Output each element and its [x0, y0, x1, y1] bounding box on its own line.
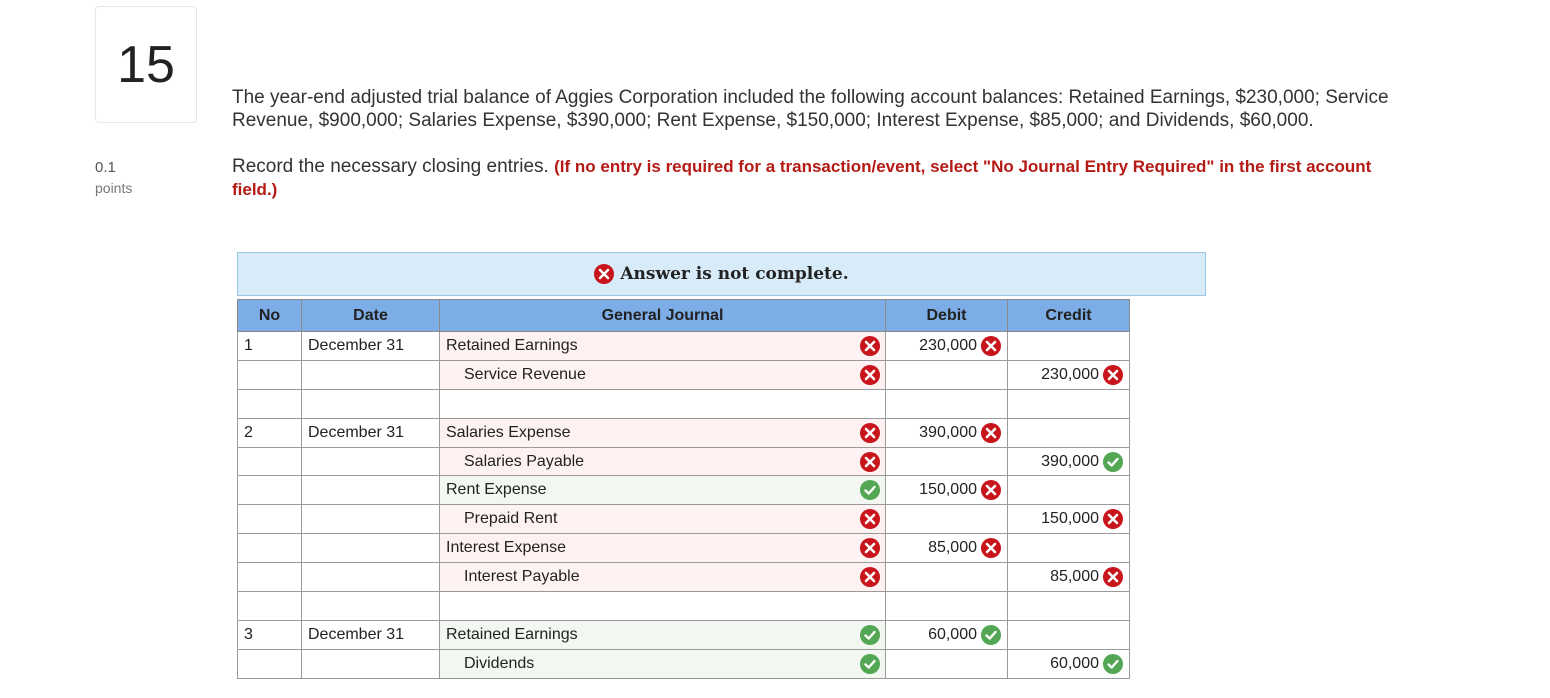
cell-debit[interactable] [886, 447, 1008, 476]
header-credit: Credit [1008, 300, 1130, 332]
credit-amount: 150,000 [1041, 510, 1099, 528]
cell-date[interactable]: December 31 [302, 418, 440, 447]
cell-debit[interactable] [886, 534, 1008, 563]
cell-no [238, 505, 302, 534]
credit-amount: 85,000 [1050, 568, 1099, 586]
journal-row [238, 447, 1130, 476]
cell-no [238, 389, 302, 418]
journal-header-row [238, 300, 1130, 332]
cell-debit[interactable] [886, 389, 1008, 418]
check-circle-icon [1103, 452, 1123, 472]
x-circle-icon [981, 336, 1001, 356]
journal-row [238, 476, 1130, 505]
credit-amount: 230,000 [1041, 365, 1099, 383]
cell-no [238, 476, 302, 505]
cell-account[interactable] [440, 418, 886, 447]
journal-row [238, 592, 1130, 621]
cell-date[interactable]: December 31 [302, 332, 440, 361]
cell-debit[interactable] [886, 505, 1008, 534]
cell-no: 1 [238, 332, 302, 361]
cell-debit[interactable] [886, 620, 1008, 649]
x-circle-icon [981, 538, 1001, 558]
cell-date[interactable]: December 31 [302, 620, 440, 649]
cell-credit[interactable] [1008, 389, 1130, 418]
cell-no [238, 360, 302, 389]
cell-credit[interactable] [1008, 534, 1130, 563]
points-label: points [95, 180, 133, 196]
cell-debit[interactable] [886, 476, 1008, 505]
x-circle-icon [1103, 509, 1123, 529]
cell-no [238, 649, 302, 678]
cell-date[interactable] [302, 505, 440, 534]
x-circle-icon [860, 538, 880, 558]
x-circle-icon [860, 336, 880, 356]
cell-credit[interactable] [1008, 649, 1130, 678]
debit-amount: 230,000 [919, 336, 977, 354]
account-name: Dividends [464, 654, 535, 672]
account-name: Interest Payable [464, 568, 580, 586]
cell-no [238, 534, 302, 563]
x-circle-icon [594, 264, 614, 284]
question-hint: (If no entry is required for a transaction/event, select "No Journal Entry Required" in the first account field.) [232, 157, 1372, 199]
cell-date[interactable] [302, 534, 440, 563]
cell-account[interactable] [440, 534, 886, 563]
cell-date[interactable] [302, 476, 440, 505]
question-number: 15 [95, 6, 197, 123]
cell-date[interactable] [302, 649, 440, 678]
account-name: Service Revenue [464, 365, 586, 383]
journal-row [238, 332, 1130, 361]
check-circle-icon [860, 625, 880, 645]
cell-credit[interactable] [1008, 418, 1130, 447]
credit-amount: 60,000 [1050, 654, 1099, 672]
cell-credit[interactable] [1008, 332, 1130, 361]
cell-credit[interactable] [1008, 620, 1130, 649]
journal-row [238, 505, 1130, 534]
debit-amount: 60,000 [928, 625, 977, 643]
account-name: Salaries Payable [464, 452, 585, 470]
cell-account[interactable] [440, 360, 886, 389]
cell-account[interactable] [440, 505, 886, 534]
answer-status-text: Answer is not complete. [620, 264, 849, 284]
question-instruction: Record the necessary closing entries. [232, 156, 549, 177]
journal-row [238, 649, 1130, 678]
header-no: No [238, 300, 302, 332]
account-name: Interest Expense [446, 539, 567, 557]
cell-date[interactable] [302, 360, 440, 389]
cell-account[interactable] [440, 592, 886, 621]
x-circle-icon [981, 423, 1001, 443]
debit-amount: 85,000 [928, 539, 977, 557]
journal-row [238, 563, 1130, 592]
cell-date[interactable] [302, 592, 440, 621]
answer-status-banner [237, 252, 1206, 296]
journal-table [237, 299, 1130, 679]
cell-no [238, 592, 302, 621]
cell-debit[interactable] [886, 592, 1008, 621]
cell-no [238, 447, 302, 476]
cell-credit[interactable] [1008, 447, 1130, 476]
journal-body [238, 332, 1130, 679]
cell-no: 2 [238, 418, 302, 447]
cell-account[interactable] [440, 620, 886, 649]
cell-credit[interactable] [1008, 592, 1130, 621]
cell-credit[interactable] [1008, 563, 1130, 592]
check-circle-icon [860, 480, 880, 500]
account-name: Retained Earnings [446, 625, 578, 643]
x-circle-icon [860, 567, 880, 587]
cell-account[interactable] [440, 332, 886, 361]
journal-row [238, 389, 1130, 418]
question-body [232, 86, 1412, 201]
cell-debit[interactable] [886, 418, 1008, 447]
cell-debit[interactable] [886, 563, 1008, 592]
x-circle-icon [981, 480, 1001, 500]
points-value: 0.1 [95, 159, 116, 176]
debit-amount: 150,000 [919, 481, 977, 499]
points-info [95, 158, 132, 198]
cell-debit[interactable] [886, 332, 1008, 361]
journal-row [238, 620, 1130, 649]
x-circle-icon [860, 423, 880, 443]
header-date: Date [302, 300, 440, 332]
journal-row [238, 360, 1130, 389]
cell-credit[interactable] [1008, 476, 1130, 505]
header-debit: Debit [886, 300, 1008, 332]
cell-date[interactable] [302, 389, 440, 418]
cell-no [238, 563, 302, 592]
x-circle-icon [860, 365, 880, 385]
cell-debit[interactable] [886, 360, 1008, 389]
cell-account[interactable] [440, 389, 886, 418]
header-general-journal: General Journal [440, 300, 886, 332]
cell-date[interactable] [302, 447, 440, 476]
cell-credit[interactable] [1008, 360, 1130, 389]
question-text: The year-end adjusted trial balance of Aggies Corporation included the following account balances: Retained Earnings, $230,000; Service Revenue, $900,000; Salaries Expense, $390,000; Rent Expense, $150,000; Interest Expense, $85,000; and Dividends, $60,000. [232, 87, 1389, 131]
debit-amount: 390,000 [919, 423, 977, 441]
check-circle-icon [860, 654, 880, 674]
cell-credit[interactable] [1008, 505, 1130, 534]
x-circle-icon [860, 509, 880, 529]
cell-account[interactable] [440, 476, 886, 505]
account-name: Prepaid Rent [464, 510, 558, 528]
credit-amount: 390,000 [1041, 452, 1099, 470]
cell-no: 3 [238, 620, 302, 649]
check-circle-icon [1103, 654, 1123, 674]
account-name: Retained Earnings [446, 336, 578, 354]
journal-row [238, 534, 1130, 563]
journal-row [238, 418, 1130, 447]
cell-debit[interactable] [886, 649, 1008, 678]
cell-date[interactable] [302, 563, 440, 592]
cell-account[interactable] [440, 447, 886, 476]
cell-account[interactable] [440, 649, 886, 678]
account-name: Rent Expense [446, 481, 547, 499]
x-circle-icon [1103, 365, 1123, 385]
question-instruction-line [232, 155, 1412, 201]
check-circle-icon [981, 625, 1001, 645]
account-name: Salaries Expense [446, 423, 571, 441]
x-circle-icon [860, 452, 880, 472]
cell-account[interactable] [440, 563, 886, 592]
x-circle-icon [1103, 567, 1123, 587]
